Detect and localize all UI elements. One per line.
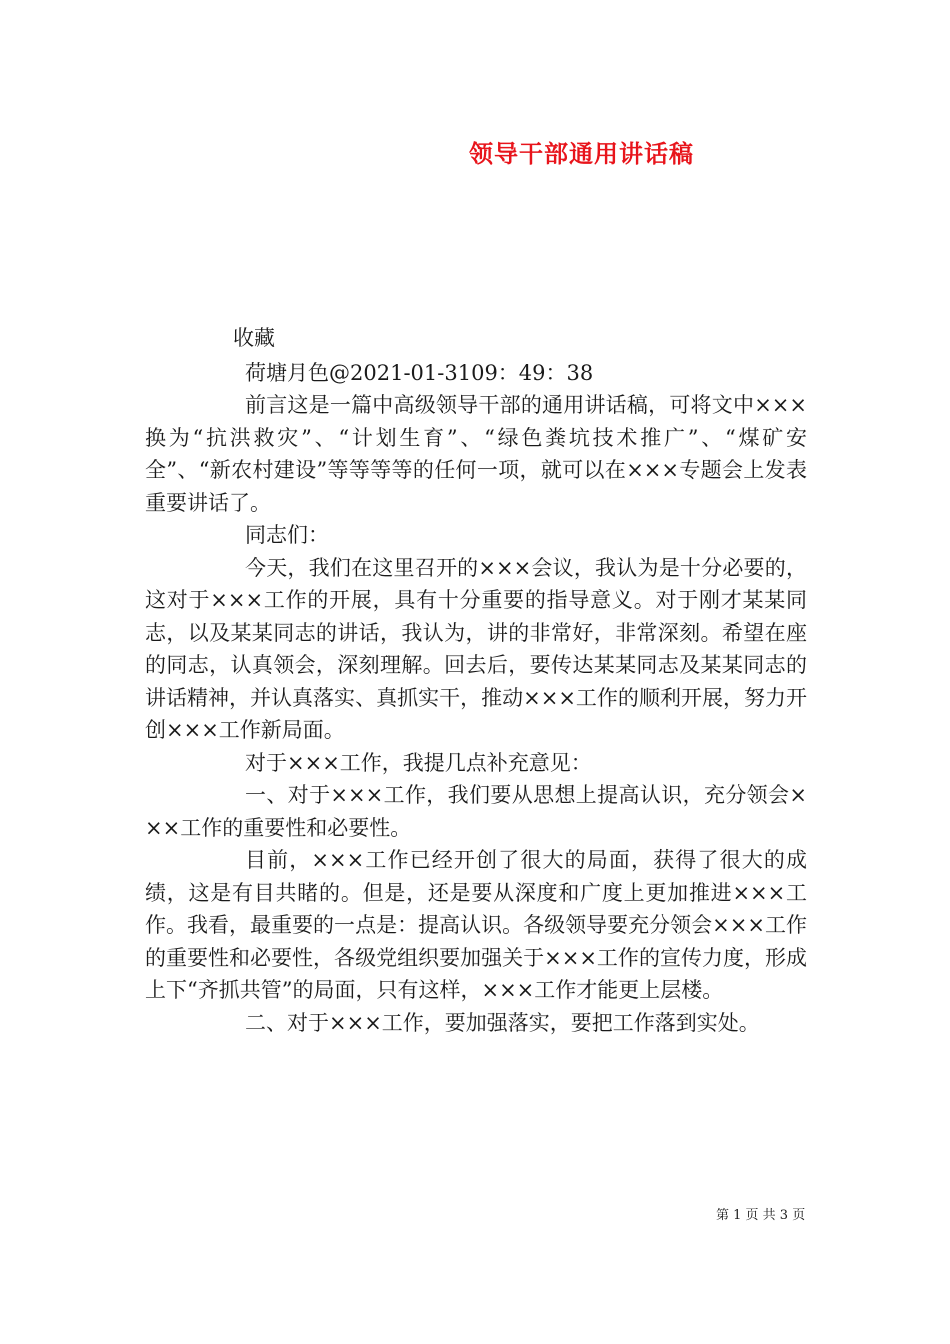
document-body [145, 322, 807, 1039]
paragraph-salutation: 同志们： [245, 523, 329, 547]
paragraph-preface: 前言这是一篇中高级领导干部的通用讲话稿，可将文中×××换为“抗洪救灾”、“计划生育”、“绿色粪坑技术推广”、“煤矿安全”、“新农村建设”等等等等的任何一项，就可以在×××专题会上发表重要讲话了。 [145, 393, 807, 515]
favorite-label[interactable]: 收藏 [233, 326, 275, 350]
paragraph-intro-points: 对于×××工作，我提几点补充意见： [245, 750, 592, 775]
paragraph-point-two: 二、对于×××工作，要加强落实，要把工作落到实处。 [245, 1010, 760, 1035]
author-line: 荷塘月色@2021-01-3109：49：38 [245, 360, 594, 385]
paragraph-point-one-detail: 目前，×××工作已经开创了很大的局面，获得了很大的成绩，这是有目共睹的。但是，还是要从深度和广度上更加推进×××工作。我看，最重要的一点是：提高认识。各级领导要充分领会×××工作的重要性和必要性，各级党组织要加强关于×××工作的宣传力度，形成上下“齐抓共管”的局面，只有这样，×××工作才能更上层楼。 [145, 848, 807, 1002]
page-number: 第 1 页 共 3 页 [716, 1208, 806, 1223]
document-title: 领导干部通用讲话稿 [469, 139, 694, 168]
paragraph-opening: 今天，我们在这里召开的×××会议，我认为是十分必要的，这对于×××工作的开展，具有十分重要的指导意义。对于刚才某某同志，以及某某同志的讲话，我认为，讲的非常好，非常深刻。希望在座的同志，认真领会，深刻理解。回去后，要传达某某同志及某某同志的讲话精神，并认真落实、真抓实干，推动×××工作的顺利开展，努力开创×××工作新局面。 [145, 555, 807, 742]
paragraph-point-one: 一、对于×××工作，我们要从思想上提高认识，充分领会×××工作的重要性和必要性。 [145, 783, 807, 840]
